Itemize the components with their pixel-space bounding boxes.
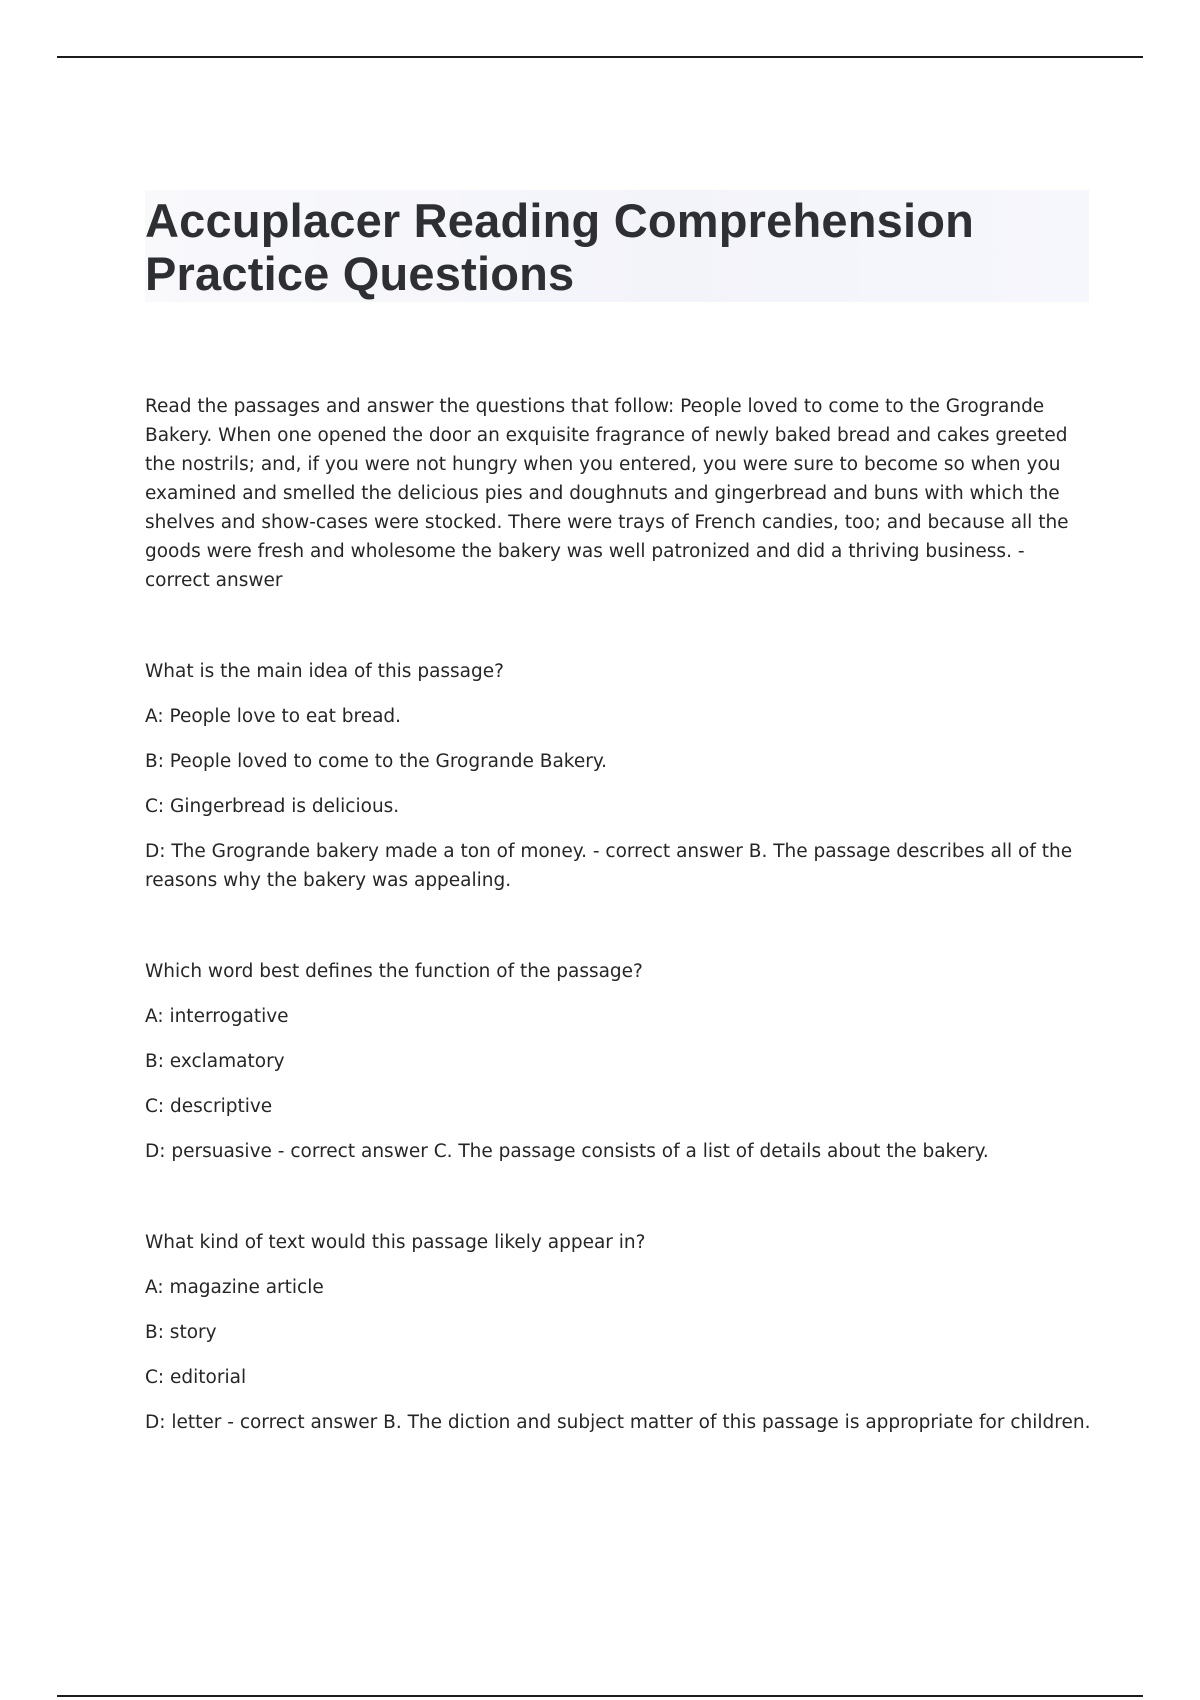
document-body <box>145 392 1095 1437</box>
answer-option-d: D: persuasive - correct answer C. The passage consists of a list of details about the bakery. <box>145 1141 989 1162</box>
top-divider <box>57 56 1143 58</box>
question-block-1 <box>145 657 1095 895</box>
answer-option-c: C: editorial <box>145 1367 247 1388</box>
page-title-line-1: Accuplacer Reading Comprehension <box>145 194 975 247</box>
title-block <box>145 190 1089 302</box>
bottom-divider <box>57 1695 1143 1697</box>
answer-option-a: A: magazine article <box>145 1277 324 1298</box>
answer-option-a: A: People love to eat bread. <box>145 706 402 727</box>
answer-option-b: B: People loved to come to the Grogrande Bakery. <box>145 751 608 772</box>
question-text: What kind of text would this passage likely appear in? <box>145 1232 646 1253</box>
answer-option-d: D: letter - correct answer B. The diction and subject matter of this passage is appropriate for children. <box>145 1412 1091 1433</box>
answer-option-b: B: exclamatory <box>145 1051 285 1072</box>
answer-option-b: B: story <box>145 1322 217 1343</box>
answer-option-a: A: interrogative <box>145 1006 289 1027</box>
answer-option-c: C: descriptive <box>145 1096 273 1117</box>
question-block-2 <box>145 957 1095 1166</box>
question-block-3 <box>145 1228 1095 1437</box>
page-title <box>145 190 1089 300</box>
page-title-line-2: Practice Questions <box>145 247 575 300</box>
answer-option-c: C: Gingerbread is delicious. <box>145 796 400 817</box>
intro-passage: Read the passages and answer the questions that follow: People loved to come to the Grogrande Bakery. When one opened the door an exquisite fragrance of newly baked bread and cakes greeted the nostrils; and, if you were not hungry when you entered, you were sure to become so when you examined and smelled the delicious pies and doughnuts and gingerbread and buns with which the shelves and show-cases were stocked. There were trays of French candies, too; and because all the goods were fresh and wholesome the bakery was well patronized and did a thriving business. - correct answer <box>145 396 1069 591</box>
answer-option-d: D: The Grogrande bakery made a ton of money. - correct answer B. The passage describes all of the reasons why the bakery was appealing. <box>145 841 1073 891</box>
question-text: Which word best defines the function of the passage? <box>145 961 643 982</box>
question-text: What is the main idea of this passage? <box>145 661 504 682</box>
